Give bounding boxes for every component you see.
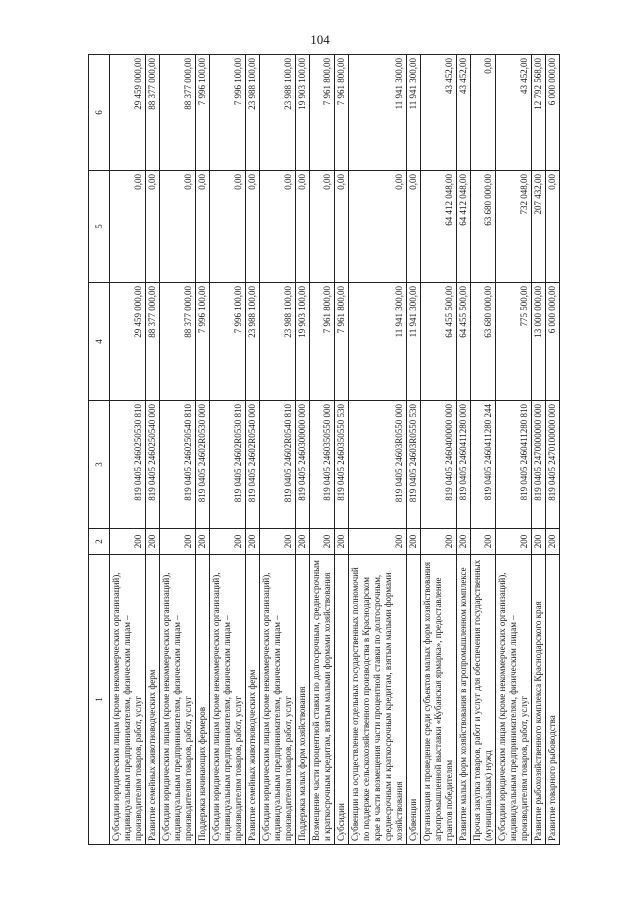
- row-amount-6: 7 996 100,00: [210, 55, 246, 171]
- row-name: Возмещение части процентной ставки по долгосрочным, среднесрочным и краткосрочным кредитам, взятым малыми формами хозяйствования: [310, 555, 335, 845]
- table-row: [421, 55, 457, 845]
- row-amount-5: 0,00: [210, 171, 246, 283]
- row-amount-6: 11 941 300,00: [349, 55, 407, 171]
- row-amount-4: 23 988 100,00: [260, 283, 296, 401]
- row-amount-6: 43 452,00: [457, 55, 471, 171]
- row-col2: 200: [246, 529, 260, 555]
- row-amount-6: 7 961 800,00: [310, 55, 335, 171]
- table-row: [471, 55, 496, 845]
- row-code: 819 0405 24602R0540 810: [260, 401, 296, 529]
- row-name: Субсидии юридическим лицам (кроме некоммерческих организаций), индивидуальным предпринимателям, физическим лицам – производителям товаров, работ, услуг: [210, 555, 246, 845]
- row-amount-4: 7 996 100,00: [196, 283, 210, 401]
- row-name: Поддержка малых форм хозяйствования: [296, 555, 310, 845]
- row-amount-4: 23 988 100,00: [246, 283, 260, 401]
- row-amount-4: 6 000 000,00: [546, 283, 560, 401]
- table-row: [407, 55, 421, 845]
- row-amount-4: 11 941 300,00: [349, 283, 407, 401]
- row-amount-6: 23 988 100,00: [246, 55, 260, 171]
- table-row: [349, 55, 407, 845]
- row-amount-4: 88 377 000,00: [160, 283, 196, 401]
- row-code: 819 0405 2460350550 000: [310, 401, 335, 529]
- row-code: 819 0405 2470100000 000: [546, 401, 560, 529]
- row-code: 819 0405 2460400000 000: [421, 401, 457, 529]
- row-col2: 200: [471, 529, 496, 555]
- row-code: 819 0405 24602R0530 810: [210, 401, 246, 529]
- row-name: Субсидии юридическим лицам (кроме некоммерческих организаций), индивидуальным предпринимателям, физическим лицам – производителям товаров, работ, услуг: [496, 555, 532, 845]
- row-amount-6: 7 961 800,00: [335, 55, 349, 171]
- row-amount-4: 29 459 000,00: [110, 283, 146, 401]
- row-code: 819 0405 2460411280 000: [457, 401, 471, 529]
- table-row: [532, 55, 546, 845]
- row-code: 819 0405 24603R0550 530: [407, 401, 421, 529]
- row-col2: 200: [407, 529, 421, 555]
- row-amount-6: 23 988 100,00: [260, 55, 296, 171]
- table-row: [296, 55, 310, 845]
- row-amount-5: 0,00: [310, 171, 335, 283]
- row-name: Развитие малых форм хозяйствования в агропромышленном комплексе: [457, 555, 471, 845]
- row-code: 819 0405 24603R0550 000: [349, 401, 407, 529]
- row-col2: 200: [110, 529, 146, 555]
- row-amount-4: 7 996 100,00: [210, 283, 246, 401]
- row-code: 819 0405 2460250540 000: [146, 401, 160, 529]
- row-col2: 200: [496, 529, 532, 555]
- row-code: 819 0405 2460250540 810: [160, 401, 196, 529]
- row-amount-6: 88 377 000,00: [146, 55, 160, 171]
- header-col-5: 5: [89, 171, 110, 283]
- table-row: [546, 55, 560, 845]
- header-col-2: 2: [89, 529, 110, 555]
- table-row: [246, 55, 260, 845]
- header-col-1: 1: [89, 555, 110, 845]
- row-col2: 200: [546, 529, 560, 555]
- table-row: [160, 55, 196, 845]
- row-amount-5: 732 048,00: [496, 171, 532, 283]
- row-amount-5: 0,00: [349, 171, 407, 283]
- row-amount-5: 64 412 048,00: [421, 171, 457, 283]
- row-col2: 200: [260, 529, 296, 555]
- row-amount-5: 0,00: [335, 171, 349, 283]
- header-row: [89, 55, 110, 845]
- table-row: [146, 55, 160, 845]
- row-name: Развитие товарного рыбоводства: [546, 555, 560, 845]
- row-code: 819 0405 2460250530 810: [110, 401, 146, 529]
- row-amount-6: 7 996 100,00: [196, 55, 210, 171]
- row-amount-6: 19 903 100,00: [296, 55, 310, 171]
- row-amount-4: 7 961 800,00: [310, 283, 335, 401]
- row-amount-4: 88 377 000,00: [146, 283, 160, 401]
- row-amount-6: 12 792 568,00: [532, 55, 546, 171]
- row-col2: 200: [532, 529, 546, 555]
- row-name: Субвенции: [407, 555, 421, 845]
- row-amount-5: 0,00: [260, 171, 296, 283]
- table-row: [210, 55, 246, 845]
- row-col2: 200: [421, 529, 457, 555]
- table-row: [335, 55, 349, 845]
- row-col2: 200: [296, 529, 310, 555]
- row-col2: 200: [160, 529, 196, 555]
- row-name: Субсидии юридическим лицам (кроме некоммерческих организаций), индивидуальным предпринимателям, физическим лицам – производителям товаров, работ, услуг: [260, 555, 296, 845]
- row-amount-6: 43 452,00: [496, 55, 532, 171]
- row-name: Организация и проведение среди субъектов малых форм хозяйствования агропромышленной выставки «Кубанская ярмарка», предоставление грантов победителям: [421, 555, 457, 845]
- row-name: Прочая закупка товаров, работ и услуг для обеспечения государственных (муниципальных) нужд: [471, 555, 496, 845]
- table-row: [196, 55, 210, 845]
- row-code: 819 0405 2460411280 810: [496, 401, 532, 529]
- row-amount-4: 64 455 500,00: [457, 283, 471, 401]
- row-amount-4: 11 941 300,00: [407, 283, 421, 401]
- row-name: Субсидии юридическим лицам (кроме некоммерческих организаций), индивидуальным предпринимателям, физическим лицам – производителям товаров, работ, услуг: [110, 555, 146, 845]
- row-amount-6: 0,00: [471, 55, 496, 171]
- row-amount-5: 0,00: [160, 171, 196, 283]
- table-row: [260, 55, 296, 845]
- row-name: Развитие рыбохозяйственного комплекса Краснодарского края: [532, 555, 546, 845]
- row-amount-5: 0,00: [146, 171, 160, 283]
- header-col-6: 6: [89, 55, 110, 171]
- row-amount-6: 11 941 300,00: [407, 55, 421, 171]
- row-code: 819 0405 24602R0530 000: [196, 401, 210, 529]
- row-code: 819 0405 2460411280 244: [471, 401, 496, 529]
- header-col-3: 3: [89, 401, 110, 529]
- row-name: Субвенции на осуществление отдельных государственных полномочий по поддержке сельскохозяйственного производства в Краснодарском крае в части возмещения части процентной ставки по долгосрочным, среднесрочным и краткосрочным кредитам, взятым малыми формами хозяйствования: [349, 555, 407, 845]
- table-row: [310, 55, 335, 845]
- page-number: 104: [310, 32, 330, 47]
- row-amount-6: 43 452,00: [421, 55, 457, 171]
- budget-table-rotated: [88, 55, 610, 845]
- row-amount-6: 88 377 000,00: [160, 55, 196, 171]
- row-name: Развитие семейных животноводческих ферм: [246, 555, 260, 845]
- row-col2: 200: [349, 529, 407, 555]
- row-code: 819 0405 2470000000 000: [532, 401, 546, 529]
- row-name: Поддержка начинающих фермеров: [196, 555, 210, 845]
- row-amount-5: 0,00: [110, 171, 146, 283]
- table-row: [496, 55, 532, 845]
- row-col2: 200: [196, 529, 210, 555]
- row-amount-4: 63 680 000,00: [471, 283, 496, 401]
- row-amount-5: 0,00: [546, 171, 560, 283]
- row-amount-4: 64 455 500,00: [421, 283, 457, 401]
- row-amount-4: 7 961 800,00: [335, 283, 349, 401]
- row-col2: 200: [335, 529, 349, 555]
- row-col2: 200: [210, 529, 246, 555]
- row-amount-5: 207 432,00: [532, 171, 546, 283]
- row-code: 819 0405 2460350550 530: [335, 401, 349, 529]
- header-col-4: 4: [89, 283, 110, 401]
- row-name: Развитие семейных животноводческих ферм: [146, 555, 160, 845]
- row-code: 819 0405 24602R0540 000: [246, 401, 260, 529]
- row-amount-5: 0,00: [296, 171, 310, 283]
- row-col2: 200: [457, 529, 471, 555]
- row-name: Субсидии: [335, 555, 349, 845]
- row-name: Субсидии юридическим лицам (кроме некоммерческих организаций), индивидуальным предпринимателям, физическим лицам – производителям товаров, работ, услуг: [160, 555, 196, 845]
- row-code: 819 0405 2460300000 000: [296, 401, 310, 529]
- row-amount-6: 6 000 000,00: [546, 55, 560, 171]
- table-row: [457, 55, 471, 845]
- row-amount-5: 63 680 000,00: [471, 171, 496, 283]
- row-amount-5: 0,00: [407, 171, 421, 283]
- row-col2: 200: [310, 529, 335, 555]
- row-amount-5: 0,00: [196, 171, 210, 283]
- row-amount-5: 64 412 048,00: [457, 171, 471, 283]
- row-col2: 200: [146, 529, 160, 555]
- row-amount-4: 13 000 000,00: [532, 283, 546, 401]
- row-amount-5: 0,00: [246, 171, 260, 283]
- budget-table: [88, 54, 560, 845]
- table-row: [110, 55, 146, 845]
- row-amount-6: 29 459 000,00: [110, 55, 146, 171]
- row-amount-4: 19 903 100,00: [296, 283, 310, 401]
- row-amount-4: 775 500,00: [496, 283, 532, 401]
